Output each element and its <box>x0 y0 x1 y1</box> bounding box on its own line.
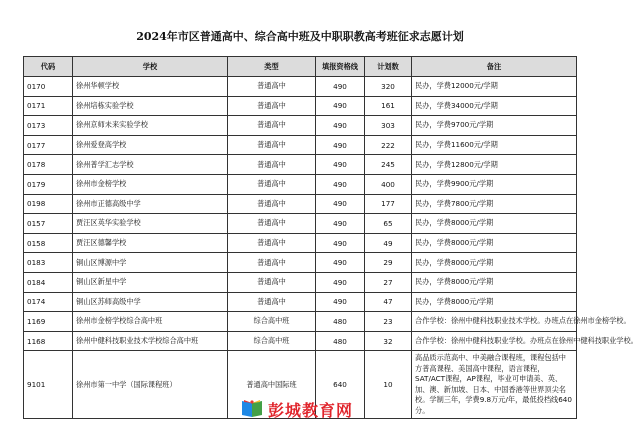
cell-line: 490 <box>316 135 365 155</box>
cell-note: 民办，学费8000元/学期 <box>412 214 577 234</box>
table-row <box>24 116 577 136</box>
cell-line: 640 <box>316 351 365 419</box>
cell-note: 民办，学费8000元/学期 <box>412 253 577 273</box>
cell-plan: 49 <box>365 233 412 253</box>
cell-code: 0174 <box>24 292 73 312</box>
cell-plan: 400 <box>365 174 412 194</box>
cell-type: 普通高中 <box>228 96 316 116</box>
table-row <box>24 253 577 273</box>
cell-type: 普通高中国际班 <box>228 351 316 419</box>
enrollment-plan-table <box>23 56 638 419</box>
cell-plan: 161 <box>365 96 412 116</box>
cell-school: 徐州中健科技职业技术学校综合高中班 <box>73 331 228 351</box>
cell-plan: 303 <box>365 116 412 136</box>
cell-type: 综合高中班 <box>228 331 316 351</box>
cell-code: 0179 <box>24 174 73 194</box>
cell-school: 徐州市金榜学校 <box>73 174 228 194</box>
table-row <box>24 312 577 332</box>
cell-school: 贾汪区德馨学校 <box>73 233 228 253</box>
cell-code: 0177 <box>24 135 73 155</box>
cell-note: 民办，学费12000元/学期 <box>412 77 577 97</box>
cell-code: 0170 <box>24 77 73 97</box>
header-code: 代码 <box>24 57 73 77</box>
cell-line: 490 <box>316 214 365 234</box>
table-row <box>24 272 577 292</box>
cell-code: 1168 <box>24 331 73 351</box>
cell-line: 490 <box>316 272 365 292</box>
cell-type: 普通高中 <box>228 194 316 214</box>
cell-school: 徐州培栋实验学校 <box>73 96 228 116</box>
cell-school: 徐州市金榜学校综合高中班 <box>73 312 228 332</box>
cell-line: 490 <box>316 233 365 253</box>
cell-note: 民办，学费8000元/学期 <box>412 233 577 253</box>
cell-line: 490 <box>316 155 365 175</box>
cell-school: 徐州爱登高学校 <box>73 135 228 155</box>
cell-plan: 47 <box>365 292 412 312</box>
cell-line: 490 <box>316 174 365 194</box>
table-row <box>24 96 577 116</box>
cell-note: 民办，学费8000元/学期 <box>412 292 577 312</box>
cell-note: 民办，学费9700元/学期 <box>412 116 577 136</box>
header-note: 备注 <box>412 57 577 77</box>
cell-line: 490 <box>316 77 365 97</box>
cell-note: 合作学校：徐州中健科技职业学校。办班点在徐州中健科技职业学校。 <box>412 331 577 351</box>
table-row <box>24 233 577 253</box>
cell-plan: 177 <box>365 194 412 214</box>
cell-plan: 23 <box>365 312 412 332</box>
cell-note: 民办，学费34000元/学期 <box>412 96 577 116</box>
cell-school: 徐州普学汇志学校 <box>73 155 228 175</box>
cell-note: 民办，学费8000元/学期 <box>412 272 577 292</box>
cell-school: 徐州市正德高级中学 <box>73 194 228 214</box>
logo-text: 彭城教育网 <box>268 400 354 420</box>
cell-plan: 65 <box>365 214 412 234</box>
cell-note: 民办，学费11600元/学期 <box>412 135 577 155</box>
cell-school: 铜山区新星中学 <box>73 272 228 292</box>
table-header-row <box>24 57 577 77</box>
cell-code: 9101 <box>24 351 73 419</box>
table-row <box>24 77 577 97</box>
cell-type: 普通高中 <box>228 292 316 312</box>
cell-type: 普通高中 <box>228 253 316 273</box>
cell-note: 民办，学费12800元/学期 <box>412 155 577 175</box>
table-row <box>24 331 577 351</box>
cell-line: 490 <box>316 292 365 312</box>
cell-type: 普通高中 <box>228 155 316 175</box>
cell-note: 民办，学费7800元/学期 <box>412 194 577 214</box>
cell-note: 高品质示范高中、中美融合课程班，课程包括中方普高课程、美国高中课程，语言课程，SAT/ACT课程，AP课程，毕业可申请美、英、加、澳、新加坡、日本、中国香港等世界顶尖名校。学制三年，学费9.8万元/年，最低投档线640分。 <box>412 351 577 419</box>
cell-type: 普通高中 <box>228 233 316 253</box>
document-title: 2024年市区普通高中、综合高中班及中职职教高考班征求志愿计划 <box>136 30 464 43</box>
cell-code: 0158 <box>24 233 73 253</box>
cell-code: 0198 <box>24 194 73 214</box>
cell-line: 490 <box>316 194 365 214</box>
cell-line: 490 <box>316 96 365 116</box>
cell-school: 徐州华顿学校 <box>73 77 228 97</box>
open-book-icon <box>240 399 264 419</box>
header-line: 填报资格线 <box>316 57 365 77</box>
cell-type: 普通高中 <box>228 214 316 234</box>
cell-note: 合作学校：徐州中健科技职业技术学校。办班点在徐州市金榜学校。 <box>412 312 577 332</box>
cell-code: 0178 <box>24 155 73 175</box>
table-row <box>24 174 577 194</box>
cell-line: 490 <box>316 253 365 273</box>
table-row <box>24 214 577 234</box>
cell-school: 徐州京师未来实验学校 <box>73 116 228 136</box>
cell-code: 0171 <box>24 96 73 116</box>
cell-plan: 222 <box>365 135 412 155</box>
table-row <box>24 135 577 155</box>
cell-plan: 320 <box>365 77 412 97</box>
cell-type: 普通高中 <box>228 135 316 155</box>
header-plan: 计划数 <box>365 57 412 77</box>
table-row <box>24 292 577 312</box>
cell-type: 普通高中 <box>228 77 316 97</box>
site-logo <box>240 398 353 420</box>
cell-school: 铜山区博源中学 <box>73 253 228 273</box>
cell-plan: 27 <box>365 272 412 292</box>
cell-type: 普通高中 <box>228 116 316 136</box>
table-row <box>24 155 577 175</box>
cell-type: 普通高中 <box>228 174 316 194</box>
cell-school: 贾汪区英华实验学校 <box>73 214 228 234</box>
cell-plan: 29 <box>365 253 412 273</box>
cell-note: 民办，学费9900元/学期 <box>412 174 577 194</box>
cell-code: 0183 <box>24 253 73 273</box>
cell-plan: 10 <box>365 351 412 419</box>
cell-plan: 245 <box>365 155 412 175</box>
cell-school: 徐州市第一中学（国际课程班） <box>73 351 228 419</box>
cell-code: 0184 <box>24 272 73 292</box>
header-school: 学校 <box>73 57 228 77</box>
cell-code: 0157 <box>24 214 73 234</box>
cell-plan: 32 <box>365 331 412 351</box>
cell-code: 1169 <box>24 312 73 332</box>
cell-type: 普通高中 <box>228 272 316 292</box>
table-row <box>24 194 577 214</box>
cell-line: 480 <box>316 331 365 351</box>
cell-type: 综合高中班 <box>228 312 316 332</box>
cell-line: 490 <box>316 116 365 136</box>
cell-school: 铜山区苏师高级中学 <box>73 292 228 312</box>
cell-line: 480 <box>316 312 365 332</box>
cell-code: 0173 <box>24 116 73 136</box>
header-type: 类型 <box>228 57 316 77</box>
